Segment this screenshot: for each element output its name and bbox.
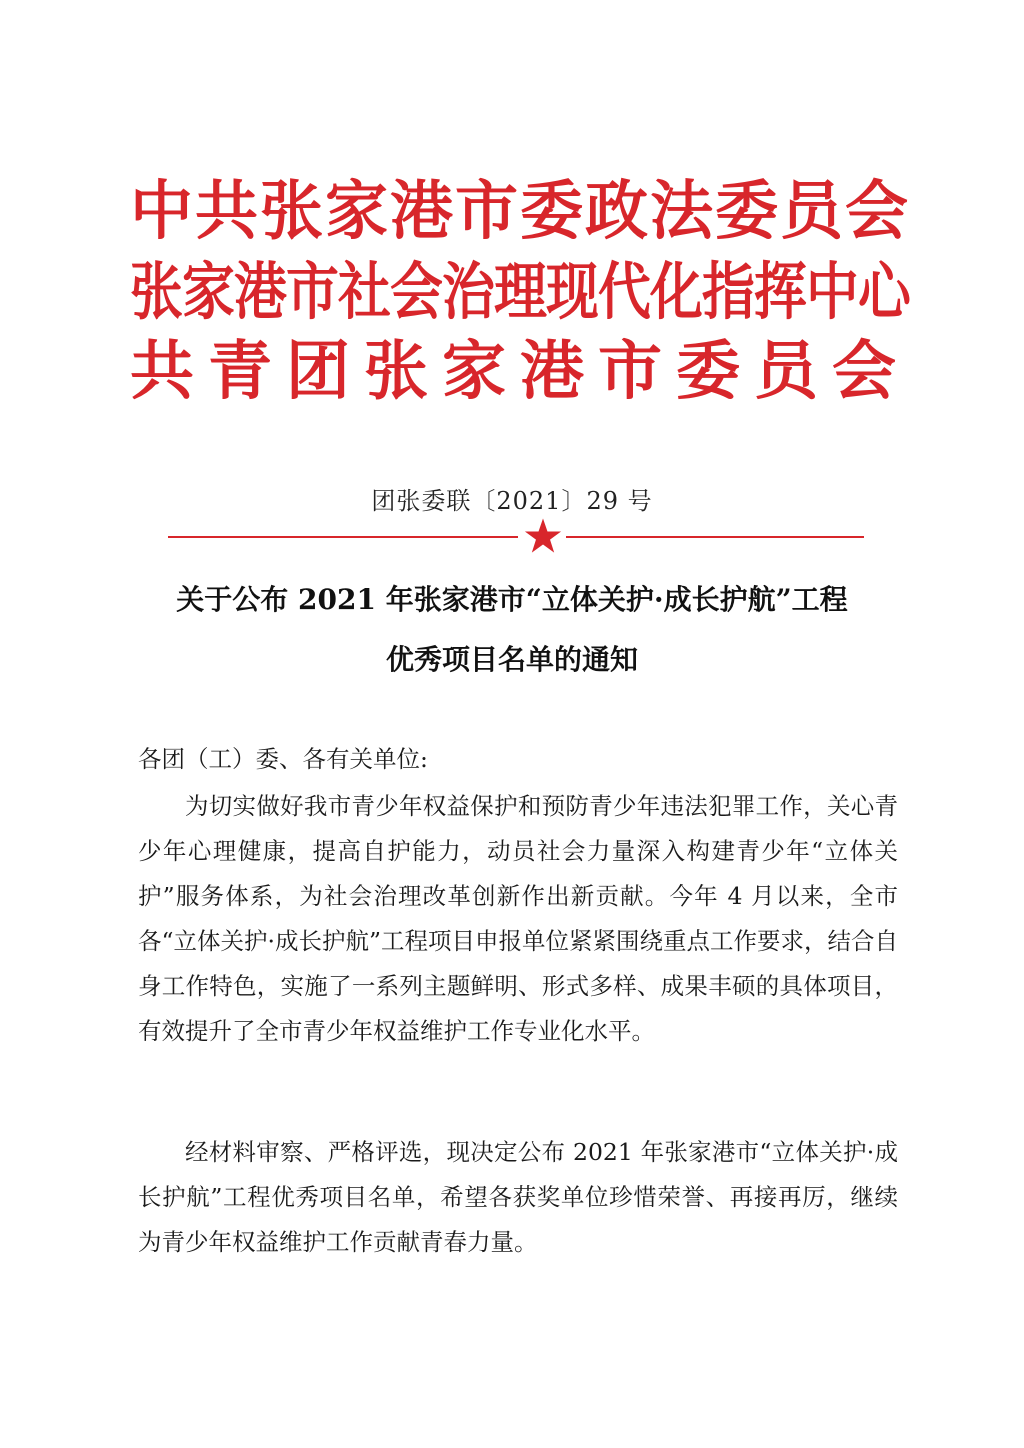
salutation: 各团（工）委、各有关单位:: [138, 745, 428, 773]
body-paragraph-2: 经材料审察、严格评选，现决定公布 2021 年张家港市“立体关护·成长护航”工程优秀项目名单，希望各获奖单位珍惜荣誉、再接再厉，继续为青少年权益维护工作贡献青春力量。: [138, 1138, 898, 1256]
notice-title-line-1: 关于公布 2021 年张家港市“立体关护·成长护航”工程: [176, 583, 848, 616]
notice-title-line-2: 优秀项目名单的通知: [385, 643, 638, 676]
red-divider-left: [168, 536, 518, 538]
body-paragraph-1: 为切实做好我市青少年权益保护和预防青少年违法犯罪工作，关心青少年心理健康，提高自护能力，动员社会力量深入构建青少年“立体关护”服务体系，为社会治理改革创新作出新贡献。今年 4 月以来，全市各“立体关护·成长护航”工程项目申报单位紧紧围绕重点工作要求，结合自身工作特色，实施了一系列主题鲜明、形式多样、成果丰硕的具体项目，有效提升了全市青少年权益维护工作专业化水平。: [138, 792, 898, 1045]
authority-line-3: 共青团张家港市委员会: [130, 335, 910, 409]
issuing-authorities: [130, 172, 910, 412]
red-divider-right: [566, 536, 864, 538]
authority-line-1: 中共张家港市委政法委员会: [130, 175, 910, 249]
authority-line-2: 张家港市社会治理现代化指挥中心: [130, 255, 911, 328]
document-number: 团张委联〔2021〕29 号: [371, 487, 653, 515]
star-icon: [524, 517, 562, 555]
